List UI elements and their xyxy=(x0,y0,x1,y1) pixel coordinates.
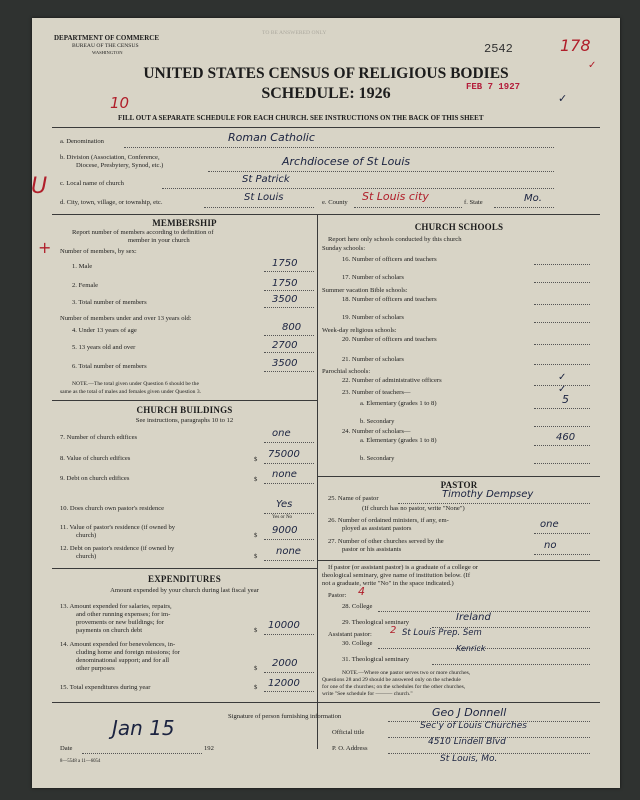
q11-line xyxy=(264,539,314,540)
q27-line xyxy=(534,554,590,555)
form-title: UNITED STATES CENSUS OF RELIGIOUS BODIES xyxy=(143,65,509,82)
q8-value: 75000 xyxy=(268,449,300,460)
division-label: b. Division (Association, Conference, xyxy=(60,154,160,161)
city-name: WASHINGTON xyxy=(92,50,123,55)
assistant-pastor-mark: 2 xyxy=(390,625,397,636)
rule xyxy=(52,127,600,128)
rule xyxy=(52,568,317,569)
city-label: d. City, town, village, or township, etc. xyxy=(60,199,163,206)
q3-label: 3. Total number of members xyxy=(72,299,147,306)
q19-line xyxy=(534,322,590,323)
dollar-sign: $ xyxy=(254,553,258,560)
q6-label: 6. Total number of members xyxy=(72,363,147,370)
date-line xyxy=(82,753,202,754)
po-address-value-2: St Louis, Mo. xyxy=(440,754,498,764)
q12-label-2: church) xyxy=(76,553,97,560)
denomination-label: a. Denomination xyxy=(60,138,104,145)
q31-value: Kenrick xyxy=(456,644,486,653)
serial-number: 2542 xyxy=(484,42,513,56)
q15-label: 15. Total expenditures during year xyxy=(60,684,151,691)
form-subtitle: SCHEDULE: 1926 xyxy=(261,85,391,102)
membership-heading: MEMBERSHIP xyxy=(152,218,217,228)
church-name-label: c. Local name of church xyxy=(60,180,124,187)
q1-value: 1750 xyxy=(272,258,298,269)
q5-label: 5. 13 years old and over xyxy=(72,344,136,351)
bureau-name: BUREAU OF THE CENSUS xyxy=(72,43,139,49)
pastor-mark: 4 xyxy=(358,585,365,598)
membership-note: NOTE.—The total given under Question 6 should be the xyxy=(72,381,199,387)
q30-value: St Louis Prep. Sem xyxy=(402,628,482,638)
q22-check: ✓ xyxy=(558,372,567,383)
q7-label: 7. Number of church edifices xyxy=(60,434,138,441)
annotation-10: 10 xyxy=(110,94,130,112)
q5-line xyxy=(264,352,314,353)
signature-label: Signature of person furnishing information xyxy=(228,713,342,720)
q24a-value: 460 xyxy=(556,432,576,443)
q9-label: 9. Debt on church edifices xyxy=(60,475,130,482)
rule xyxy=(52,400,317,401)
q9-line xyxy=(264,483,314,484)
graduate-paragraph-3: not a graduate, write "No" in the space indicated.) xyxy=(322,580,454,587)
q14-label: 14. Amount expended for benevolences, in- xyxy=(60,641,176,648)
q10-line xyxy=(264,513,314,514)
state-value: Mo. xyxy=(524,193,542,204)
po-address-value: 4510 Lindell Blvd xyxy=(428,737,506,747)
graduate-paragraph: If pastor (or assistant pastor) is a graduate of a college or xyxy=(328,564,478,571)
weekday-schools-label: Week-day religious schools: xyxy=(322,327,397,334)
division-label-2: Diocese, Presbytery, Synod, etc.) xyxy=(76,162,164,169)
census-schedule-form xyxy=(32,18,620,788)
state-label: f. State xyxy=(464,199,483,206)
q10-label: 10. Does church own pastor's residence xyxy=(60,505,165,512)
q22-label: 22. Number of administrative officers xyxy=(342,377,442,384)
q27-label: 27. Number of other churches served by the xyxy=(328,538,444,545)
q23-check: ✓ xyxy=(558,384,567,395)
q13-label-4: payments on church debt xyxy=(76,627,143,634)
dollar-sign: $ xyxy=(254,665,258,672)
membership-intro: Report number of members according to definition of xyxy=(72,229,214,236)
q31-label: 31. Theological seminary xyxy=(342,656,410,663)
po-address-label: P. O. Address xyxy=(332,745,368,752)
q6-value: 3500 xyxy=(272,358,298,369)
q14-label-4: other purposes xyxy=(76,665,115,672)
q30-label: 30. College xyxy=(342,640,373,647)
year-prefix: 192 xyxy=(204,745,214,752)
county-label: e. County xyxy=(322,199,348,206)
annotation-plus: + xyxy=(38,238,52,257)
q4-line xyxy=(264,335,314,336)
q29-label: 29. Theological seminary xyxy=(342,619,410,626)
schools-heading: CHURCH SCHOOLS xyxy=(414,222,504,232)
q27-value: no xyxy=(544,540,557,551)
dollar-sign: $ xyxy=(254,627,258,634)
q14-label-2: cluding home and foreign missions; for xyxy=(76,649,180,656)
q12-line xyxy=(264,560,314,561)
parochial-schools-label: Parochial schools: xyxy=(322,368,371,375)
q26-label-2: ployed as assistant pastors xyxy=(342,525,412,532)
division-value: Archdiocese of St Louis xyxy=(282,155,411,168)
q1-line xyxy=(264,271,314,272)
pastor-heading: PASTOR xyxy=(440,480,478,490)
state-line xyxy=(494,207,554,208)
q24-label: 24. Number of scholars— xyxy=(342,428,411,435)
q2-line xyxy=(264,290,314,291)
official-title-label: Official title xyxy=(332,729,365,736)
q3-value: 3500 xyxy=(272,294,298,305)
q20-line xyxy=(534,344,590,345)
q26-line xyxy=(534,533,590,534)
division-line xyxy=(208,171,554,172)
q2-value: 1750 xyxy=(272,278,298,289)
church-name-line xyxy=(162,188,554,189)
county-line xyxy=(354,207,462,208)
official-title-value: Sec'y of Louis Churches xyxy=(420,721,527,731)
q12-value: none xyxy=(276,546,301,557)
q26-label: 26. Number of ordained ministers, if any, em- xyxy=(328,517,449,524)
q13-label-3: provements or new buildings; for xyxy=(76,619,164,626)
annotation-178: 178 xyxy=(560,36,591,55)
rule xyxy=(318,476,600,477)
yes-no-hint: Yes or No xyxy=(272,515,293,520)
q23b-label: b. Secondary xyxy=(360,418,395,425)
schools-intro: Report here only schools conducted by this church xyxy=(328,236,462,243)
membership-intro-2: member in your church xyxy=(128,237,190,244)
department-name: DEPARTMENT OF COMMERCE xyxy=(54,34,160,42)
q7-value: one xyxy=(272,428,291,439)
q24b-label: b. Secondary xyxy=(360,455,395,462)
q11-label-2: church) xyxy=(76,532,97,539)
q13-label-2: and other running expenses; for im- xyxy=(76,611,171,618)
q11-value: 9000 xyxy=(272,525,298,536)
members-by-sex-label: Number of members, by sex: xyxy=(60,248,137,255)
q6-line xyxy=(264,371,314,372)
annotation-check-red: ✓ xyxy=(588,60,597,71)
dollar-sign: $ xyxy=(254,684,258,691)
q15-line xyxy=(264,691,314,692)
graduate-paragraph-2: theological seminary, give name of institution below. (If xyxy=(322,572,471,579)
q14-line xyxy=(264,672,314,673)
signature-value: Geo J Donnell xyxy=(432,706,507,719)
q16-label: 16. Number of officers and teachers xyxy=(342,256,437,263)
q23a-line xyxy=(534,408,590,409)
summer-schools-label: Summer vacation Bible schools: xyxy=(322,287,408,294)
buildings-subheading: See instructions, paragraphs 10 to 12 xyxy=(135,417,234,424)
q17-line xyxy=(534,282,590,283)
city-line xyxy=(204,207,314,208)
dollar-sign: $ xyxy=(254,456,258,463)
q29-value: Ireland xyxy=(456,612,491,623)
pastor-note: NOTE.—Where one pastor serves two or more churches, xyxy=(342,670,471,676)
q24b-line xyxy=(534,463,590,464)
pastor-note-2: Questions 28 and 29 should be answered only on the schedule xyxy=(322,677,461,683)
q25-line xyxy=(398,503,590,504)
q23b-line xyxy=(534,426,590,427)
q10-value: Yes xyxy=(276,499,293,510)
q3-line xyxy=(264,307,314,308)
q25-label: 25. Name of pastor xyxy=(328,495,379,502)
buildings-heading: CHURCH BUILDINGS xyxy=(136,405,233,415)
received-date-stamp: FEB 7 1927 xyxy=(466,82,521,92)
q4-label: 4. Under 13 years of age xyxy=(72,327,137,334)
dollar-sign: $ xyxy=(254,476,258,483)
q2-label: 2. Female xyxy=(72,282,99,289)
q1-label: 1. Male xyxy=(72,263,93,270)
q21-label: 21. Number of scholars xyxy=(342,356,404,363)
q13-line xyxy=(264,634,314,635)
membership-note-2: same as the total of males and females given under Question 3. xyxy=(60,389,202,395)
expenditures-heading: EXPENDITURES xyxy=(148,574,221,584)
faint-stamp: TO BE ANSWERED ONLY xyxy=(262,30,327,36)
q7-line xyxy=(264,442,314,443)
rule xyxy=(52,702,600,703)
q18-line xyxy=(534,304,590,305)
form-instruction: FILL OUT A SEPARATE SCHEDULE FOR EACH CHURCH. SEE INSTRUCTIONS ON THE BACK OF THIS SHEET xyxy=(118,114,484,122)
q17-label: 17. Number of scholars xyxy=(342,274,404,281)
pastor-note-4: write "See schedule for ——— church." xyxy=(322,691,413,697)
q11-label: 11. Value of pastor's residence (if owned by xyxy=(60,524,176,531)
rule xyxy=(318,560,600,561)
date-value: Jan 15 xyxy=(112,716,175,740)
q5-value: 2700 xyxy=(272,340,298,351)
city-value: St Louis xyxy=(244,192,284,203)
sunday-schools-label: Sunday schools: xyxy=(322,245,366,252)
q27-label-2: pastor or his assistants xyxy=(342,546,402,553)
denomination-line xyxy=(124,147,554,148)
denomination-value: Roman Catholic xyxy=(228,131,315,144)
q23a-label: a. Elementary (grades 1 to 8) xyxy=(360,400,437,407)
q23a-value: 5 xyxy=(562,393,569,406)
pastor-note-3: for one of the churches; on the schedules for the other churches, xyxy=(322,684,466,690)
q26-value: one xyxy=(540,519,559,530)
q12-label: 12. Debt on pastor's residence (if owned by xyxy=(60,545,175,552)
q24a-line xyxy=(534,445,590,446)
pastor-label: Pastor: xyxy=(328,592,347,599)
q14-value: 2000 xyxy=(272,658,298,669)
q9-value: none xyxy=(272,469,297,480)
rule xyxy=(52,214,600,215)
members-by-age-label: Number of members under and over 13 years old: xyxy=(60,315,192,322)
county-value: St Louis city xyxy=(362,190,429,203)
q16-line xyxy=(534,264,590,265)
q13-value: 10000 xyxy=(268,620,300,631)
q23-label: 23. Number of teachers— xyxy=(342,389,411,396)
q13-label: 13. Amount expended for salaries, repairs, xyxy=(60,603,172,610)
q28-label: 28. College xyxy=(342,603,373,610)
q18-label: 18. Number of officers and teachers xyxy=(342,296,437,303)
assistant-pastor-label: Assistant pastor: xyxy=(328,631,372,638)
q24a-label: a. Elementary (grades 1 to 8) xyxy=(360,437,437,444)
q15-value: 12000 xyxy=(268,678,300,689)
annotation-check: ✓ xyxy=(558,92,568,105)
date-label: Date xyxy=(60,745,73,752)
q25-value: Timothy Dempsey xyxy=(442,489,534,500)
q19-label: 19. Number of scholars xyxy=(342,314,404,321)
expenditures-subheading: Amount expended by your church during last fiscal year xyxy=(110,587,259,594)
q25-hint: (If church has no pastor, write "None") xyxy=(362,505,465,512)
q21-line xyxy=(534,364,590,365)
annotation-u: U xyxy=(31,174,48,199)
q8-label: 8. Value of church edifices xyxy=(60,455,131,462)
q20-label: 20. Number of officers and teachers xyxy=(342,336,437,343)
q4-value: 800 xyxy=(282,322,302,333)
church-name-value: St Patrick xyxy=(242,174,290,185)
q8-line xyxy=(264,463,314,464)
q31-line xyxy=(432,664,590,665)
q14-label-3: denominational support; and for all xyxy=(76,657,170,664)
form-number: 8—5548 a 11—6054 xyxy=(60,759,101,764)
dollar-sign: $ xyxy=(254,532,258,539)
